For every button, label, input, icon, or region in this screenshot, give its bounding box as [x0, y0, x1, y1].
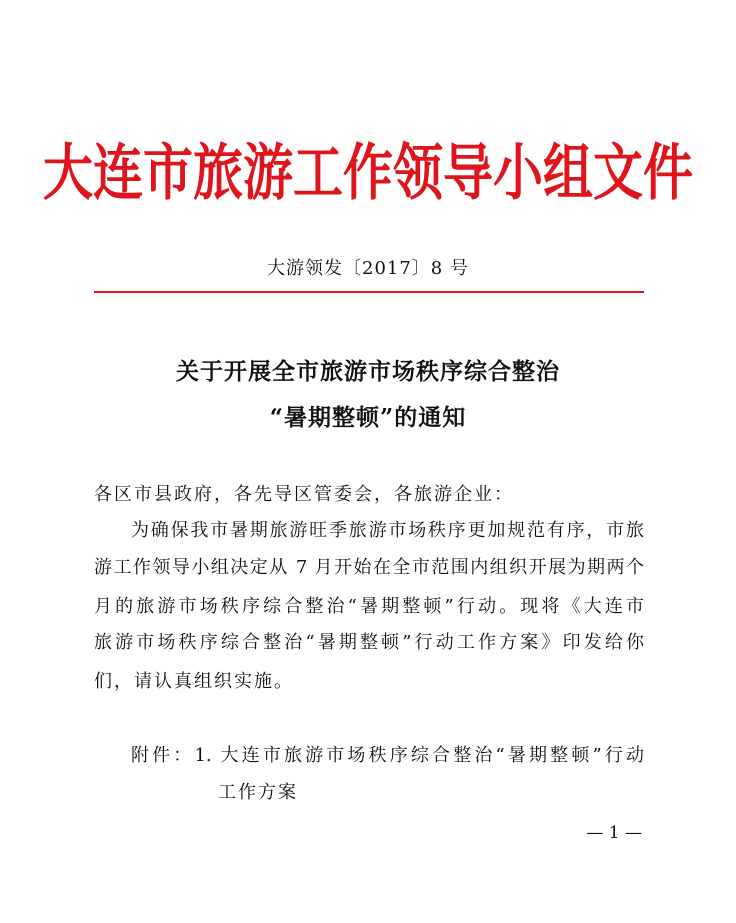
notice-title-line-2: “暑期整顿”的通知: [269, 404, 467, 431]
paragraph-line: 们，请认真组织实施。: [94, 671, 294, 692]
attachment-line-2: 工作方案: [218, 782, 298, 803]
issuer-title: 大连市旅游工作领导小组文件: [43, 136, 693, 209]
paragraph-line: 旅游市场秩序综合整治“暑期整顿”行动工作方案》印发给你: [94, 632, 644, 653]
page-number: — 1 —: [586, 823, 642, 843]
red-divider: [94, 291, 644, 293]
salutation: 各区市县政府，各先导区管委会，各旅游企业：: [94, 484, 514, 505]
attachment-line-1: 附件：1. 大连市旅游市场秩序综合整治“暑期整顿”行动: [131, 745, 644, 766]
document-number: 大游领发〔2017〕8 号: [267, 258, 469, 279]
paragraph-line: 为确保我市暑期旅游旺季旅游市场秩序更加规范有序，市旅: [131, 520, 644, 541]
notice-title-line-1: 关于开展全市旅游市场秩序综合整治: [176, 358, 560, 385]
paragraph-line: 月的旅游市场秩序综合整治“暑期整顿”行动。现将《大连市: [94, 596, 644, 617]
paragraph-line: 游工作领导小组决定从 7 月开始在全市范围内组织开展为期两个: [94, 557, 644, 578]
